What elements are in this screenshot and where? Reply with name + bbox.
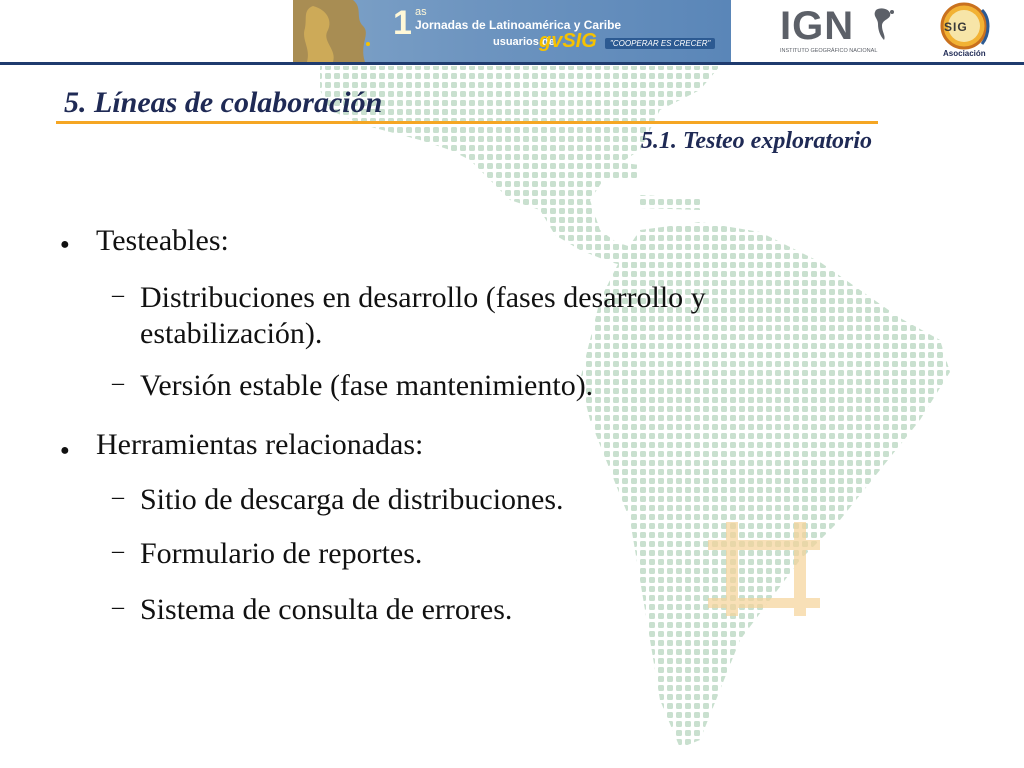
sub-bullet-item: Sitio de descarga de distribuciones. xyxy=(140,483,564,516)
sub-bullet-item: Sistema de consulta de errores. xyxy=(140,593,513,626)
sub-bullet-marker: – xyxy=(112,594,124,620)
banner-superscript: as xyxy=(415,6,427,18)
sig-logo-text: SIG xyxy=(944,20,968,34)
bullet-marker: ● xyxy=(60,236,70,253)
bullet-marker: ● xyxy=(60,442,70,459)
sub-bullet-marker: – xyxy=(112,282,124,308)
bullet-item: Testeables: xyxy=(96,224,229,257)
banner-number: 1 xyxy=(393,4,412,42)
sub-bullet-marker: – xyxy=(112,538,124,564)
sub-bullet-item: Formulario de reportes. xyxy=(140,537,423,570)
ign-logo-subtitle: INSTITUTO GEOGRÁFICO NACIONAL xyxy=(780,48,878,54)
sig-logo-caption: Asociación xyxy=(943,49,986,58)
header-bar xyxy=(0,0,1024,62)
banner-line-1: Jornadas de Latinoamérica y Caribe xyxy=(415,18,622,32)
sub-bullet-marker: – xyxy=(112,370,124,396)
banner-line-2: usuarios de xyxy=(493,36,555,48)
bullet-item: Herramientas relacionadas: xyxy=(96,428,424,461)
sub-bullet-marker: – xyxy=(112,484,124,510)
sig-association-logo xyxy=(930,0,1000,62)
sub-bullet-item: Versión estable (fase mantenimiento). xyxy=(140,369,594,402)
banner-slogan: "COOPERAR ES CRECER" xyxy=(605,38,715,49)
sub-bullet-item: Distribuciones en desarrollo (fases desarrollo y estabilización). xyxy=(140,281,706,350)
title-underline xyxy=(56,121,878,124)
ign-logo-text: IGN xyxy=(780,4,855,48)
slide-subtitle: 5.1. Testeo exploratorio xyxy=(640,128,872,154)
conference-banner xyxy=(293,0,731,62)
globe-icon xyxy=(868,6,898,42)
americas-map-background-icon xyxy=(0,62,1024,768)
slide-title: 5. Líneas de colaboración xyxy=(64,86,383,119)
gvsig-brand: gvSIG xyxy=(539,30,597,52)
ign-logo xyxy=(780,6,900,58)
